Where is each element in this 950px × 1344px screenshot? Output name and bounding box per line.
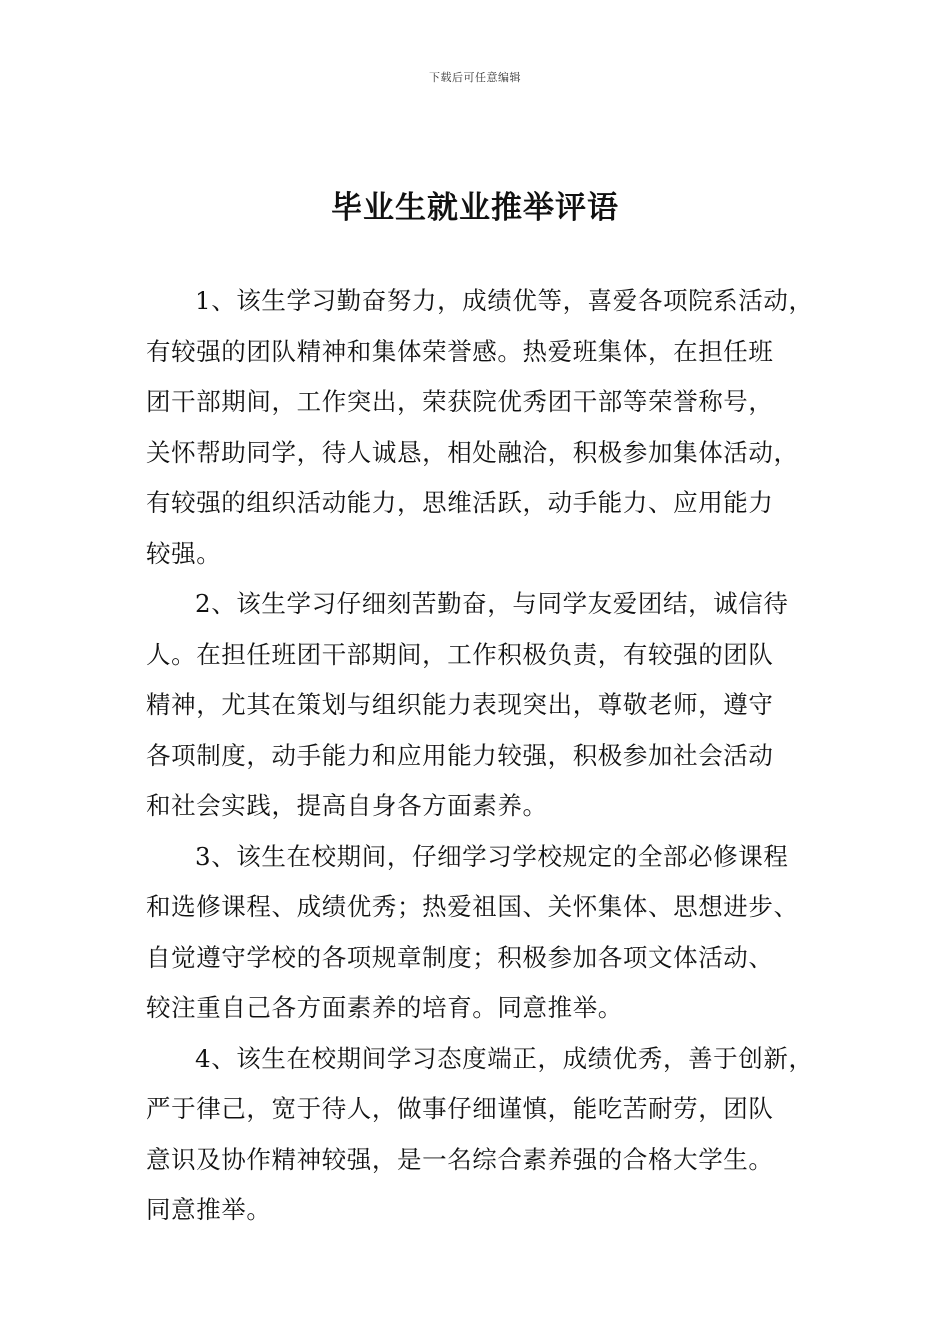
paragraph-line: 2、该生学习仔细刻苦勤奋，与同学友爱团结，诚信待 xyxy=(195,589,789,618)
paragraph-line: 和选修课程、成绩优秀；热爱祖国、关怀集体、思想进步、 xyxy=(146,892,799,921)
paragraph-line: 各项制度，动手能力和应用能力较强，积极参加社会活动 xyxy=(146,740,774,770)
page-title: 毕业生就业推举评语 xyxy=(331,190,619,226)
paragraph-line: 1、该生学习勤奋努力，成绩优等，喜爱各项院系活动， xyxy=(195,286,814,315)
paragraph-2 xyxy=(146,586,816,839)
paragraph-line: 团干部期间，工作突出，荣获院优秀团干部等荣誉称号， xyxy=(146,387,774,416)
paragraph-line: 同意推举。 xyxy=(146,1195,272,1224)
header-note: 下载后可任意编辑 xyxy=(429,71,521,84)
paragraph-line: 精神，尤其在策划与组织能力表现突出，尊敬老师，遵守 xyxy=(146,690,774,719)
paragraph-line: 较注重自己各方面素养的培育。同意推举。 xyxy=(146,993,623,1022)
paragraph-line: 3、该生在校期间，仔细学习学校规定的全部必修课程 xyxy=(195,841,789,871)
paragraph-line: 有较强的团队精神和集体荣誉感。热爱班集体，在担任班 xyxy=(146,336,774,366)
paragraph-line: 关怀帮助同学，待人诚恳，相处融洽，积极参加集体活动， xyxy=(146,437,799,467)
paragraph-line: 和社会实践，提高自身各方面素养。 xyxy=(146,791,548,820)
paragraph-line: 较强。 xyxy=(146,538,222,568)
paragraph-3 xyxy=(146,839,816,1041)
paragraph-line: 意识及协作精神较强，是一名综合素养强的合格大学生。 xyxy=(146,1144,774,1174)
paragraph-line: 有较强的组织活动能力，思维活跃，动手能力、应用能力 xyxy=(146,488,774,517)
document-body xyxy=(146,283,816,1243)
paragraph-line: 严于律己，宽于待人，做事仔细谨慎，能吃苦耐劳，团队 xyxy=(146,1094,774,1123)
paragraph-line: 人。在担任班团干部期间，工作积极负责，有较强的团队 xyxy=(146,639,774,669)
paragraph-line: 4、该生在校期间学习态度端正，成绩优秀，善于创新， xyxy=(195,1043,814,1073)
paragraph-4 xyxy=(146,1041,816,1243)
paragraph-1 xyxy=(146,283,816,586)
paragraph-line: 自觉遵守学校的各项规章制度；积极参加各项文体活动、 xyxy=(146,942,774,972)
